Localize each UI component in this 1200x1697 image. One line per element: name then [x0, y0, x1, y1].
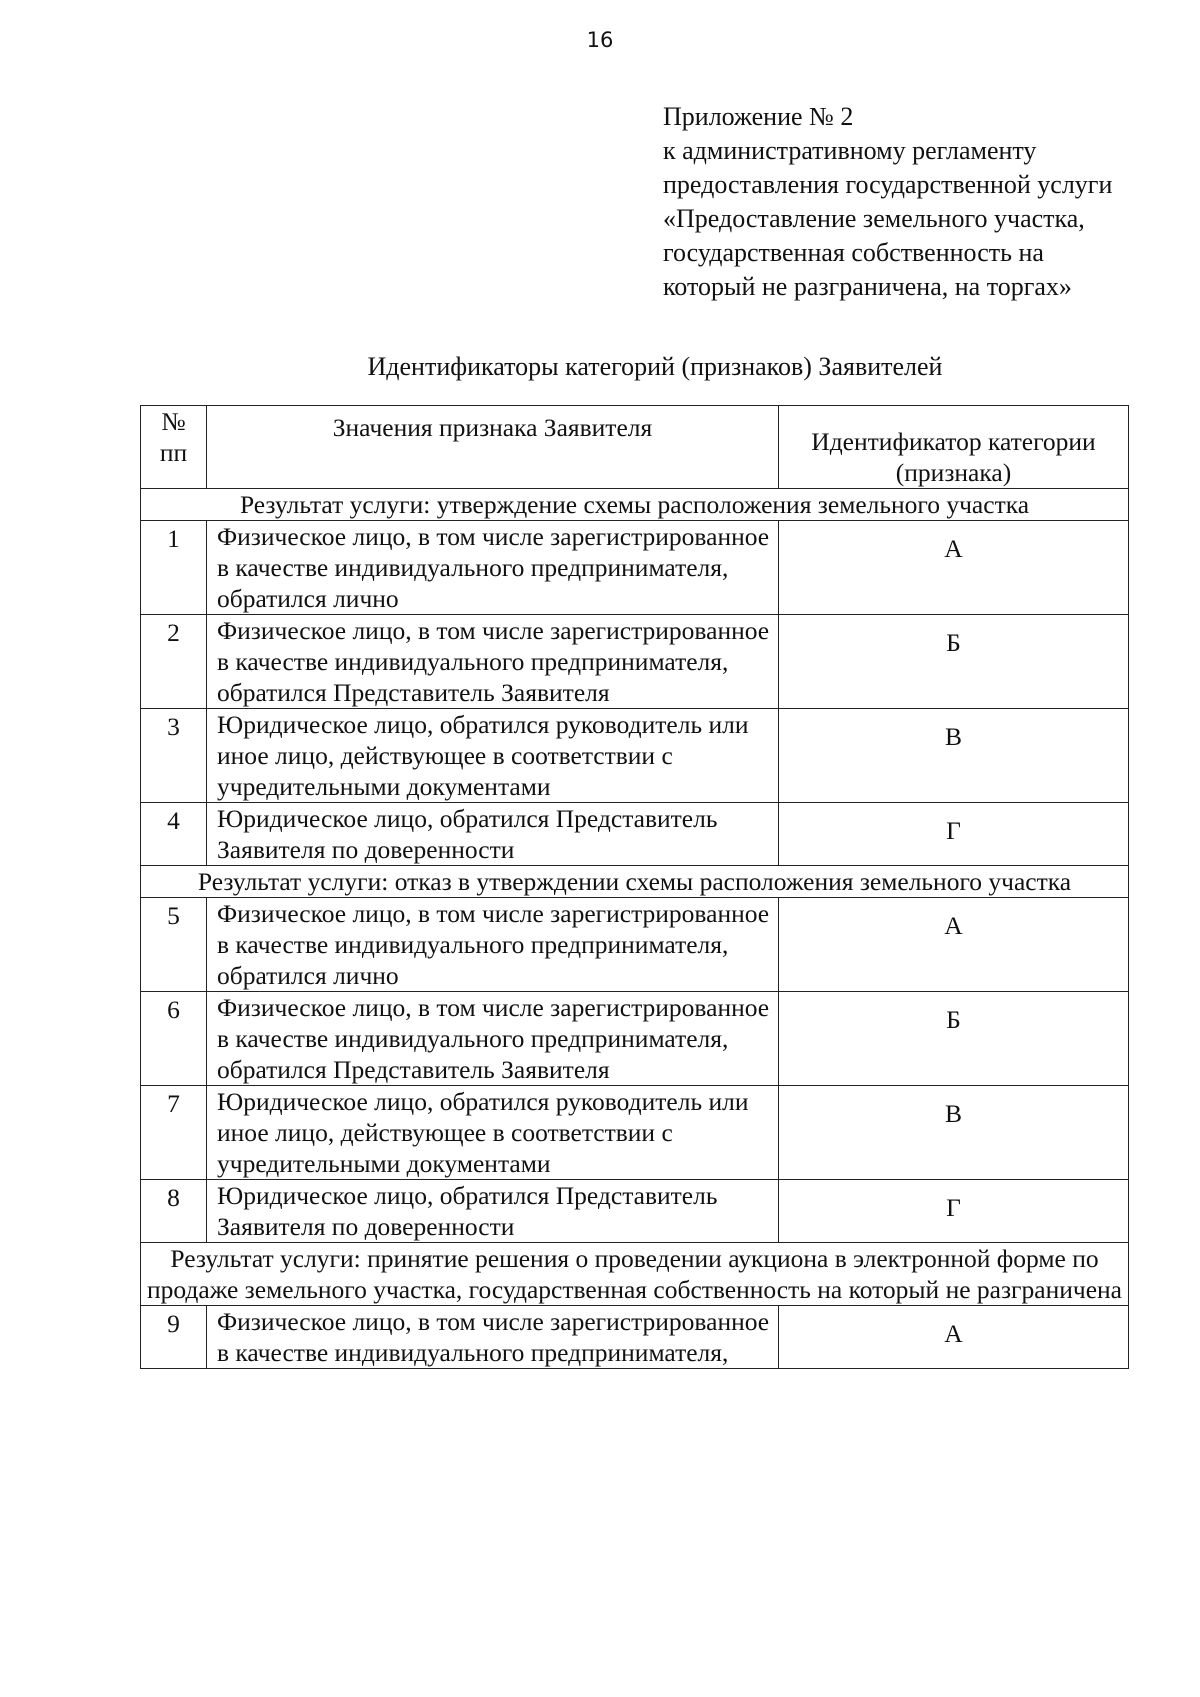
column-header-number [141, 406, 207, 489]
table-row [141, 992, 1129, 1086]
section-row [141, 1243, 1129, 1306]
applicant-categories-table [140, 405, 1129, 1369]
row-description-cell: Юридическое лицо, обратился Представитель Заявителя по доверенности [207, 1180, 779, 1243]
table-header-row [141, 406, 1129, 489]
row-description-cell: Юридическое лицо, обратился руководитель или иное лицо, действующее в соответствии с учредительными документами [207, 1086, 779, 1180]
table-row [141, 521, 1129, 615]
header-number-abbr: пп [159, 438, 188, 467]
table-row [141, 1086, 1129, 1180]
row-number-cell: 3 [141, 709, 207, 803]
row-description-cell: Физическое лицо, в том числе зарегистрированное в качестве индивидуального предпринимателя, обратился Представитель Заявителя [207, 992, 779, 1086]
column-header-identifier: Идентификатор категории (признака) [779, 406, 1129, 489]
row-description-cell: Физическое лицо, в том числе зарегистрированное в качестве индивидуального предпринимателя, обратился Представитель Заявителя [207, 615, 779, 709]
appendix-line: предоставления государственной услуги [663, 170, 1113, 199]
section-title: Результат услуги: принятие решения о проведении аукциона в электронной форме по продаже земельного участка, государственная собственность на который не разграничена [141, 1243, 1129, 1306]
row-identifier-cell: Б [779, 992, 1129, 1086]
row-description-cell: Физическое лицо, в том числе зарегистрированное в качестве индивидуального предпринимателя, обратился лично [207, 521, 779, 615]
section-title: Результат услуги: отказ в утверждении схемы расположения земельного участка [141, 866, 1129, 898]
row-number-cell: 7 [141, 1086, 207, 1180]
appendix-line: государственная собственность на [663, 238, 1044, 267]
row-identifier-cell: А [779, 521, 1129, 615]
table-row [141, 615, 1129, 709]
row-number-cell: 8 [141, 1180, 207, 1243]
row-identifier-cell: Г [779, 803, 1129, 866]
appendix-line: «Предоставление земельного участка, [663, 204, 1085, 233]
table-row [141, 898, 1129, 992]
row-identifier-cell: А [779, 898, 1129, 992]
row-description-cell: Юридическое лицо, обратился Представитель Заявителя по доверенности [207, 803, 779, 866]
table-row [141, 1306, 1129, 1369]
appendix-line: к административному регламенту [663, 136, 1037, 165]
row-identifier-cell: В [779, 709, 1129, 803]
header-number-sign: № [161, 407, 186, 436]
page-number: 16 [586, 28, 614, 52]
table-row [141, 1180, 1129, 1243]
row-description-cell: Физическое лицо, в том числе зарегистрированное в качестве индивидуального предпринимателя, обратился лично [207, 898, 779, 992]
appendix-line: который не разграничена, на торгах» [663, 272, 1072, 301]
row-number-cell: 5 [141, 898, 207, 992]
column-header-value: Значения признака Заявителя [207, 406, 779, 489]
document-title: Идентификаторы категорий (признаков) Заявителей [367, 352, 943, 381]
row-number-cell: 9 [141, 1306, 207, 1369]
table-row [141, 709, 1129, 803]
row-identifier-cell: В [779, 1086, 1129, 1180]
section-row [141, 866, 1129, 898]
row-description-cell: Физическое лицо, в том числе зарегистрированное в качестве индивидуального предпринимателя, [207, 1306, 779, 1369]
section-title: Результат услуги: утверждение схемы расположения земельного участка [141, 489, 1129, 521]
row-description-cell: Юридическое лицо, обратился руководитель или иное лицо, действующее в соответствии с учредительными документами [207, 709, 779, 803]
row-identifier-cell: Г [779, 1180, 1129, 1243]
appendix-header [663, 100, 1183, 304]
appendix-line: Приложение № 2 [663, 102, 854, 131]
row-number-cell: 2 [141, 615, 207, 709]
row-identifier-cell: Б [779, 615, 1129, 709]
section-row [141, 489, 1129, 521]
row-identifier-cell: А [779, 1306, 1129, 1369]
table-row [141, 803, 1129, 866]
row-number-cell: 1 [141, 521, 207, 615]
row-number-cell: 4 [141, 803, 207, 866]
row-number-cell: 6 [141, 992, 207, 1086]
